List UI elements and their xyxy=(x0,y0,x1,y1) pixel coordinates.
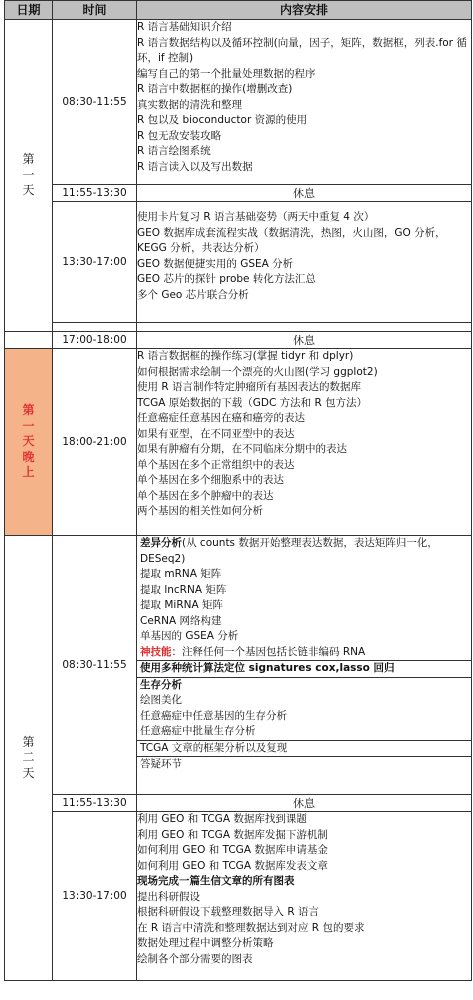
list-item: 提取 mRNA 矩阵 xyxy=(140,568,222,580)
list-item: 单个基因在多个正常组织中的表达 xyxy=(137,458,295,471)
list-item: 提出科研假设 xyxy=(137,890,200,903)
day2-morning-row xyxy=(5,536,472,795)
header-row xyxy=(5,1,472,20)
list-item: 如果有肿瘤有分期，在不同临床分期中的表达 xyxy=(137,443,347,455)
day1-lunch-label: 休息 xyxy=(137,185,472,202)
day2-afternoon-time: 13:30-17:00 xyxy=(53,812,137,981)
list-item: 提取 MiRNA 矩阵 xyxy=(140,599,223,611)
list-item: 数据处理过程中调整分析策略 xyxy=(137,937,274,949)
list-item: 真实数据的清洗和整理 xyxy=(137,98,242,111)
skill-line: 神技能：注释任何一个基因包括长链非编码 RNA xyxy=(140,645,366,658)
list-item: 绘制各个部分需要的图表 xyxy=(137,952,253,965)
day1-morning-content xyxy=(137,20,472,185)
list-item: 任意癌症中任意基因的生存分析 xyxy=(140,709,287,722)
list-item: R 包以及 bioconductor 资源的使用 xyxy=(137,114,308,126)
list-item: 编写自己的第一个批量处理数据的程序 xyxy=(137,67,316,80)
list-item: 绘图美化 xyxy=(140,694,182,706)
list-item: GEO 芯片的探针 probe 转化方法汇总 xyxy=(137,273,316,285)
header-time: 时间 xyxy=(53,1,137,20)
list-item: 如何根据需求绘制一个漂亮的火山图(学习 ggplot2) xyxy=(137,365,378,378)
list-item: 在 R 语言中清洗和整理数据达到对应 R 包的要求 xyxy=(137,921,365,934)
signature-line: 使用多种统计算法定位 signatures cox,lasso 回归 xyxy=(140,662,395,674)
list-item: 任意癌症任意基因在癌和癌旁的表达 xyxy=(137,412,305,424)
list-item: R 包无敌安装攻略 xyxy=(137,129,222,142)
day1-morning-row xyxy=(5,20,472,185)
list-item: R 语言数据结构以及循环控制(向量，因子，矩阵，数据框，列表.for 循环，if 控制) xyxy=(137,36,467,64)
list-item: 利用 GEO 和 TCGA 数据库找到课题 xyxy=(137,813,307,825)
day1-afternoon-time: 13:30-17:00 xyxy=(53,202,137,323)
day1-afternoon-content xyxy=(137,202,472,323)
list-item: 使用 R 语言制作特定肿瘤所有基因表达的数据库 xyxy=(137,381,361,393)
list-item: R 语言基础知识介绍 xyxy=(137,21,232,33)
list-item: 利用 GEO 和 TCGA 数据库发掘下游机制 xyxy=(137,828,328,841)
list-item: 使用卡片复习 R 语言基础姿势（两天中重复 4 次） xyxy=(137,211,375,223)
day2-label: 第 二 天 xyxy=(5,536,53,981)
day2-afternoon-row xyxy=(5,812,472,981)
tcga-line: TCGA 文章的框架分析以及复现 xyxy=(140,741,288,754)
day1-break-label: 休息 xyxy=(137,332,472,349)
day1-break-time: 17:00-18:00 xyxy=(53,332,137,349)
day2-lunch-time: 11:55-13:30 xyxy=(53,795,137,812)
day2-lunch-row xyxy=(5,795,472,812)
list-item: 如何利用 GEO 和 TCGA 数据库发表文章 xyxy=(137,859,328,872)
day2-afternoon-content xyxy=(137,812,472,981)
list-item: R 语言绘图系统 xyxy=(137,145,211,157)
header-day: 日期 xyxy=(5,1,53,20)
evening-label: 第 一 天 晚 上 xyxy=(5,349,53,536)
list-item: R 语言读入以及写出数据 xyxy=(137,160,253,173)
list-item: 根据科研假设下载整理数据导入 R 语言 xyxy=(137,906,319,918)
day1-afternoon-row xyxy=(5,202,472,323)
list-item: R 语言数据框的操作练习(掌握 tidyr 和 dplyr) xyxy=(137,350,354,362)
list-item: 单基因的 GSEA 分析 xyxy=(140,630,239,642)
day1-lunch-time: 11:55-13:30 xyxy=(53,185,137,202)
header-content: 内容安排 xyxy=(137,1,472,20)
day1-gap-row xyxy=(5,323,472,332)
paper-title: 现场完成一篇生信文章的所有图表 xyxy=(137,875,295,887)
schedule-table xyxy=(4,0,472,981)
list-item: 任意癌症中批量生存分析 xyxy=(140,725,256,737)
list-item: 多个 Geo 芯片联合分析 xyxy=(137,288,249,301)
day1-break-row xyxy=(5,332,472,349)
list-item: 如何利用 GEO 和 TCGA 数据库申请基金 xyxy=(137,844,328,856)
list-item: 两个基因的相关性如何分析 xyxy=(137,505,263,517)
list-item: GEO 数据便捷实用的 GSEA 分析 xyxy=(137,257,294,270)
list-item: CeRNA 网络构建 xyxy=(140,614,222,627)
day1-lunch-row xyxy=(5,185,472,202)
list-item: 如果有亚型，在不同亚型中的表达 xyxy=(137,427,295,440)
qa-line: 答疑环节 xyxy=(140,758,182,770)
list-item: R 语言中数据框的操作(增删改查) xyxy=(137,83,293,95)
evening-time: 18:00-21:00 xyxy=(53,349,137,536)
list-item: TCGA 原始数据的下载（GDC 方法和 R 包方法） xyxy=(137,396,368,409)
day2-morning-content xyxy=(137,536,472,795)
list-item: 单个基因在多个肿瘤中的表达 xyxy=(137,489,274,502)
list-item: 单个基因在多个细胞系中的表达 xyxy=(137,474,284,486)
day2-morning-time: 08:30-11:55 xyxy=(53,536,137,795)
survival-title: 生存分析 xyxy=(140,678,182,691)
day1-label: 第 一 天 xyxy=(5,20,53,332)
day1-morning-time: 08:30-11:55 xyxy=(53,20,137,185)
day2-lunch-label: 休息 xyxy=(137,795,472,812)
list-item: 提取 lncRNA 矩阵 xyxy=(140,583,227,596)
list-item: GEO 数据库成套流程实战（数据清洗，热图，火山图，GO 分析，KEGG 分析，共表达分析） xyxy=(137,226,446,254)
evening-row xyxy=(5,349,472,536)
diff-analysis: 差异分析(从 counts 数据开始整理表达数据，表达矩阵归一化，DESeq2) xyxy=(140,537,438,565)
evening-content xyxy=(137,349,472,536)
